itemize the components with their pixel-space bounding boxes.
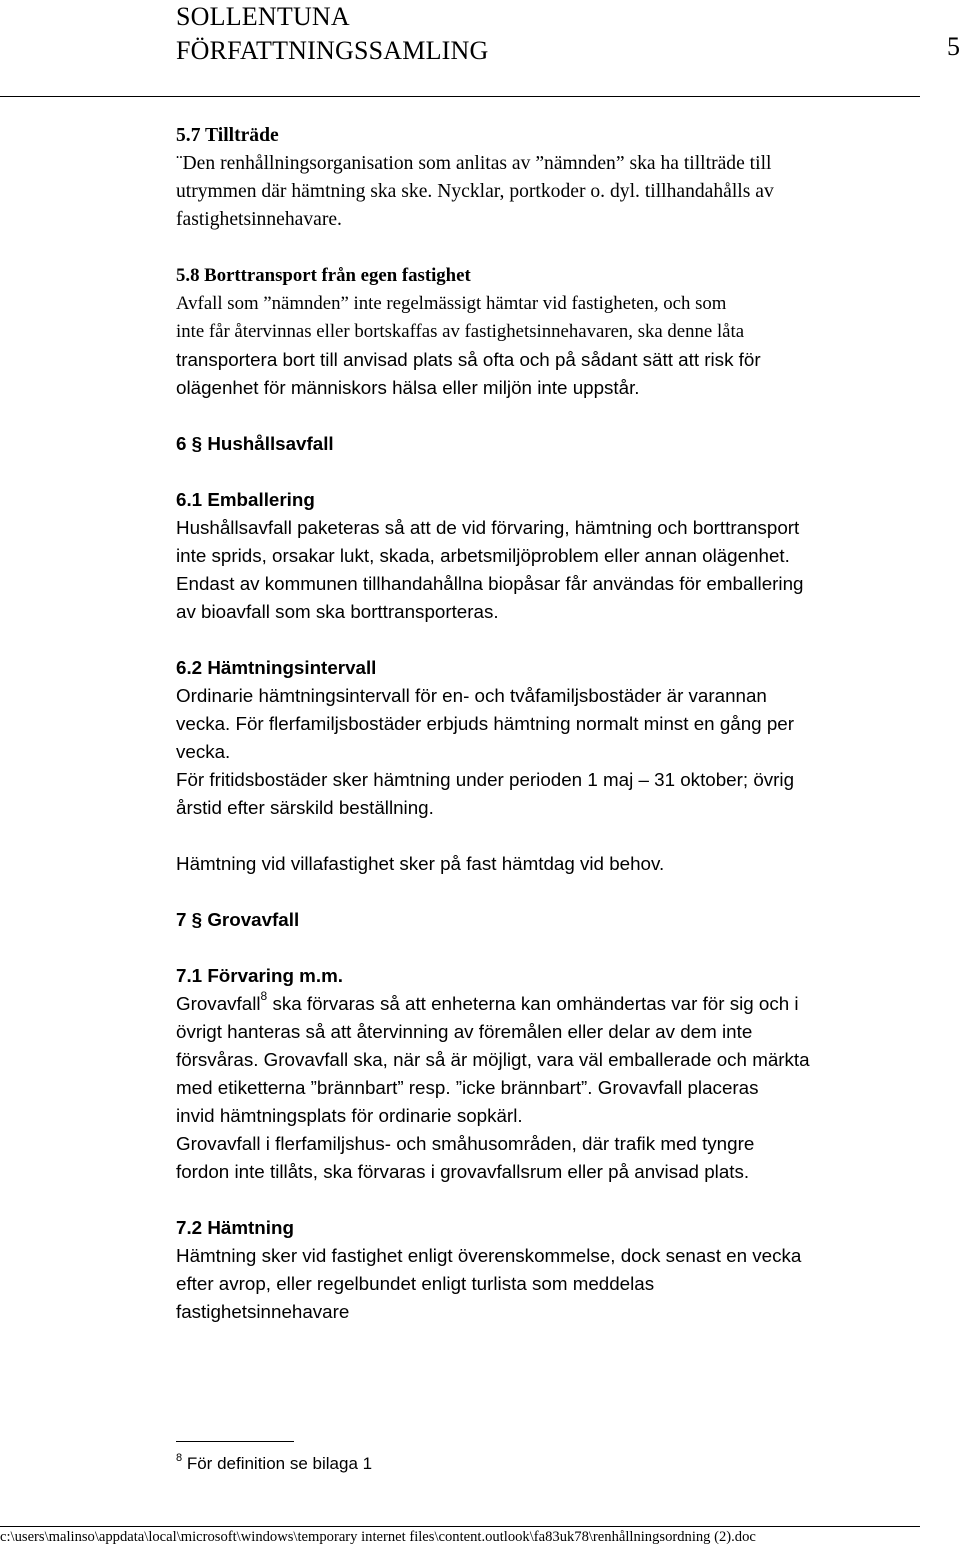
paragraph-line: Hämtning sker vid fastighet enligt överenskommelse, dock senast en vecka: [176, 1245, 802, 1266]
paragraph-line: försvåras. Grovavfall ska, när så är möjligt, vara väl emballerade och märkta: [176, 1049, 810, 1070]
paragraph-line: vecka.: [176, 741, 231, 762]
section-6-1: [176, 486, 920, 626]
section-heading: 6.1 Emballering: [176, 489, 315, 510]
paragraph-line: fordon inte tillåts, ska förvaras i grovavfallsrum eller på anvisad plats.: [176, 1161, 750, 1182]
section-heading: 6.2 Hämtningsintervall: [176, 657, 377, 678]
paragraph-line: Avfall som ”nämnden” inte regelmässigt hämtar vid fastigheten, och som: [176, 293, 727, 314]
header-divider: [0, 96, 920, 97]
paragraph-line: efter avrop, eller regelbundet enligt turlista som meddelas: [176, 1273, 655, 1294]
paragraph-line: transportera bort till anvisad plats så ofta och på sådant sätt att risk för: [176, 349, 761, 370]
paragraph-line: årstid efter särskild beställning.: [176, 797, 434, 818]
paragraph-line: inte får återvinnas eller bortskaffas av fastighetsinnehavaren, ska denne låta: [176, 321, 745, 342]
footer-file-path: c:\users\malinso\appdata\local\microsoft\windows\temporary internet files\content.outlook\fa83uk78\renhållningsordning (2).doc: [0, 1529, 756, 1545]
section-6-2: [176, 654, 920, 878]
section-7-2: [176, 1214, 920, 1326]
document-body: [176, 122, 920, 1326]
paragraph-line: Ordinarie hämtningsintervall för en- och tvåfamiljsbostäder är varannan: [176, 685, 767, 706]
section-heading: 7.1 Förvaring m.m.: [176, 965, 343, 986]
document-header-title: [176, 0, 488, 68]
paragraph-line: Hämtning vid villafastighet sker på fast hämtdag vid behov.: [176, 853, 665, 874]
section-5-8: [176, 262, 920, 402]
section-heading: 5.8 Borttransport från egen fastighet: [176, 265, 471, 286]
paragraph-line: övrigt hanteras så att återvinning av föremålen eller delar av dem inte: [176, 1021, 753, 1042]
chapter-heading: 7 § Grovavfall: [176, 909, 300, 930]
paragraph-line: olägenhet för människors hälsa eller miljön inte uppstår.: [176, 377, 640, 398]
paragraph-line: [176, 990, 920, 1018]
footnote-separator: [176, 1441, 294, 1442]
footnote: [176, 1452, 372, 1476]
header-title-line1: SOLLENTUNA: [176, 2, 350, 31]
section-heading: 5.7 Tillträde: [176, 125, 279, 146]
paragraph-line: ¨Den renhållningsorganisation som anlitas av ”nämnden” ska ha tillträde till: [176, 153, 772, 174]
section-5-7: [176, 122, 920, 234]
footnote-text: För definition se bilaga 1: [182, 1454, 373, 1473]
paragraph-line: fastighetsinnehavare.: [176, 209, 342, 230]
footnote-marker: 8: [176, 1452, 183, 1464]
paragraph-line: För fritidsbostäder sker hämtning under perioden 1 maj – 31 oktober; övrig: [176, 769, 795, 790]
section-6: [176, 430, 920, 458]
section-7: [176, 906, 920, 934]
paragraph-line: utrymmen där hämtning ska ske. Nycklar, portkoder o. dyl. tillhandahålls av: [176, 181, 774, 202]
section-heading: 7.2 Hämtning: [176, 1217, 294, 1238]
text-run: Grovavfall: [176, 993, 261, 1014]
chapter-heading: 6 § Hushållsavfall: [176, 433, 334, 454]
header-title-line2: FÖRFATTNINGSSAMLING: [176, 36, 489, 65]
paragraph-line: av bioavfall som ska borttransporteras.: [176, 601, 499, 622]
paragraph-line: Grovavfall i flerfamiljshus- och småhusområden, där trafik med tyngre: [176, 1133, 755, 1154]
paragraph-line: Endast av kommunen tillhandahållna biopåsar får användas för emballering: [176, 573, 804, 594]
paragraph-line: fastighetsinnehavare: [176, 1301, 350, 1322]
footnote-reference: 8: [260, 989, 268, 1003]
paragraph-line: invid hämtningsplats för ordinarie sopkärl.: [176, 1105, 523, 1126]
paragraph-line: inte sprids, orsakar lukt, skada, arbetsmiljöproblem eller annan olägenhet.: [176, 545, 790, 566]
section-7-1: [176, 962, 920, 1186]
paragraph-line: med etiketterna ”brännbart” resp. ”icke brännbart”. Grovavfall placeras: [176, 1077, 759, 1098]
text-run: ska förvaras så att enheterna kan omhändertas var för sig och i: [267, 993, 799, 1014]
page-number: 5: [947, 32, 960, 61]
paragraph-line: Hushållsavfall paketeras så att de vid förvaring, hämtning och borttransport: [176, 517, 800, 538]
paragraph-line: vecka. För flerfamiljsbostäder erbjuds hämtning normalt minst en gång per: [176, 713, 794, 734]
